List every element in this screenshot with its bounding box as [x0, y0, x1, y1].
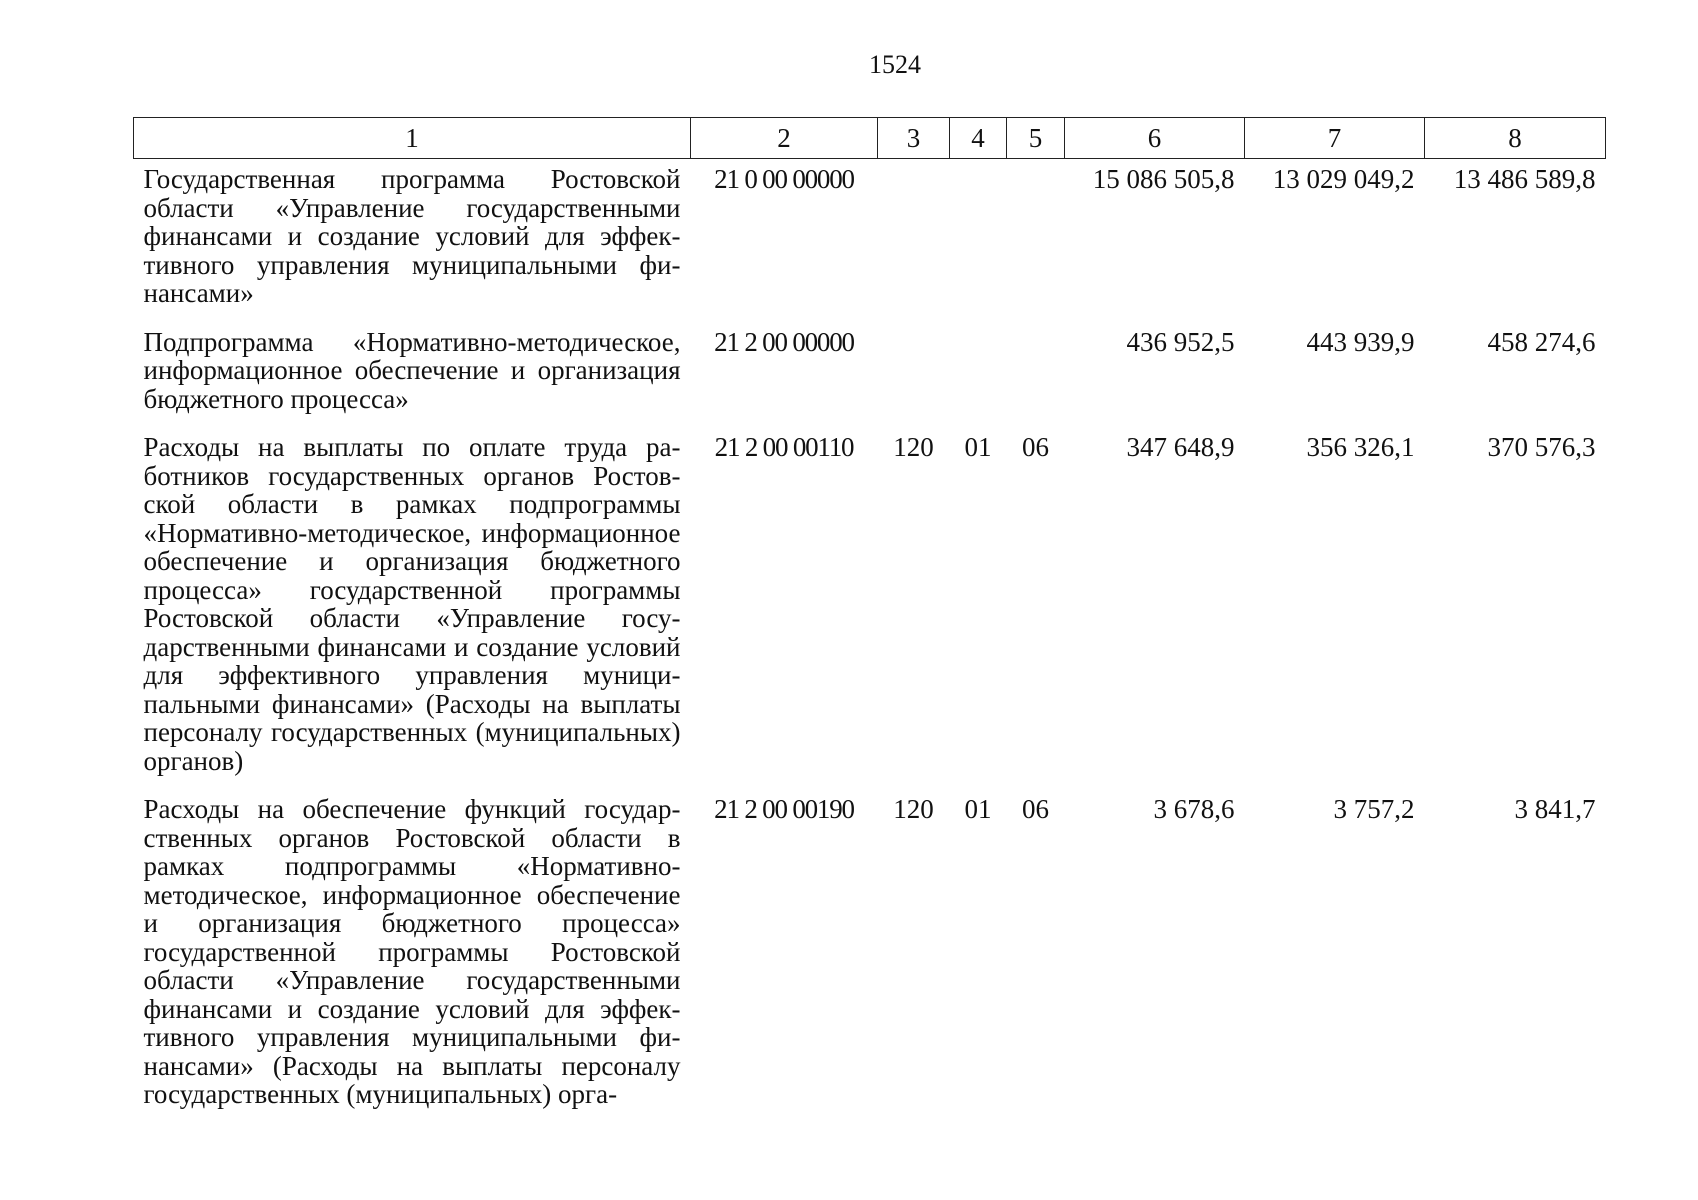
- row-col7: 356 326,1: [1306, 432, 1415, 462]
- row-col4: [950, 159, 1007, 322]
- row-description: Государственная программа Ростовской области «Управление государственными финансами и создание условий для эффективного управления муниципальными финансами»: [143, 164, 681, 308]
- row-col6: 3 678,6: [1153, 794, 1235, 824]
- row-col3: 120: [893, 794, 934, 824]
- row-description: Расходы на обеспечение функций государственных органов Ростовской области в рамках подпрограммы «Нормативно-методическое, информационное обеспечение и организация бюджетного процесса» государственной программы Ростовской области «Управление государственными финансами и создание условий для эффективного управления муниципальными финансами» (Расходы на выплаты персоналу государственных (муниципальных) орга-: [143, 794, 681, 1109]
- row-description: Расходы на выплаты по оплате труда работников государственных органов Ростовской области в рамках подпрограммы «Нормативно-методическое, информационное обеспечение и организация бюджетного процесса» государственной программы Ростовской области «Управление государственными финансами и создание условий для эффективного управления муниципальными финансами» (Расходы на выплаты персоналу государственных (муниципальных) органов): [143, 432, 681, 776]
- row-col5: 06: [1022, 794, 1049, 824]
- row-col8: 13 486 589,8: [1453, 164, 1596, 194]
- page-number: 1524: [869, 50, 921, 79]
- row-col4: 01: [964, 432, 992, 462]
- row-col3: 120: [893, 432, 934, 462]
- row-col3: [878, 159, 950, 322]
- row-code: 21 2 00 00190: [714, 794, 854, 824]
- row-col6: 347 648,9: [1126, 432, 1235, 462]
- table-row: [134, 427, 1606, 789]
- row-col8: 3 841,7: [1514, 794, 1596, 824]
- column-header: 1: [134, 118, 691, 159]
- row-col7: 13 029 049,2: [1272, 164, 1415, 194]
- row-col3: [878, 322, 950, 428]
- header-row: [134, 118, 1606, 159]
- row-col7: 443 939,9: [1306, 326, 1415, 357]
- row-col8: 458 274,6: [1487, 326, 1596, 357]
- row-col6: 15 086 505,8: [1092, 164, 1235, 194]
- table-row: [134, 322, 1606, 428]
- row-col5: [1007, 322, 1065, 428]
- column-header: 5: [1007, 118, 1065, 159]
- row-code: 21 2 00 00110: [714, 432, 854, 462]
- table-row: [134, 789, 1606, 1123]
- column-header: 7: [1245, 118, 1425, 159]
- column-header: 4: [950, 118, 1007, 159]
- row-col6: 436 952,5: [1126, 326, 1235, 357]
- column-header: 6: [1065, 118, 1245, 159]
- row-col8: 370 576,3: [1487, 432, 1596, 462]
- table-row: [134, 159, 1606, 322]
- budget-table: [133, 117, 1606, 1123]
- column-header: 3: [878, 118, 950, 159]
- row-col4: 01: [964, 794, 992, 824]
- row-col5: [1007, 159, 1065, 322]
- row-col4: [950, 322, 1007, 428]
- row-col5: 06: [1022, 432, 1049, 462]
- column-header: 2: [691, 118, 878, 159]
- row-code: 21 0 00 00000: [714, 164, 854, 194]
- row-col7: 3 757,2: [1333, 794, 1415, 824]
- row-code: 21 2 00 00000: [714, 326, 854, 357]
- row-description: Подпрограмма «Нормативно-методическое, информационное обеспечение и организация бюджетного процесса»: [143, 326, 681, 414]
- column-header: 8: [1425, 118, 1606, 159]
